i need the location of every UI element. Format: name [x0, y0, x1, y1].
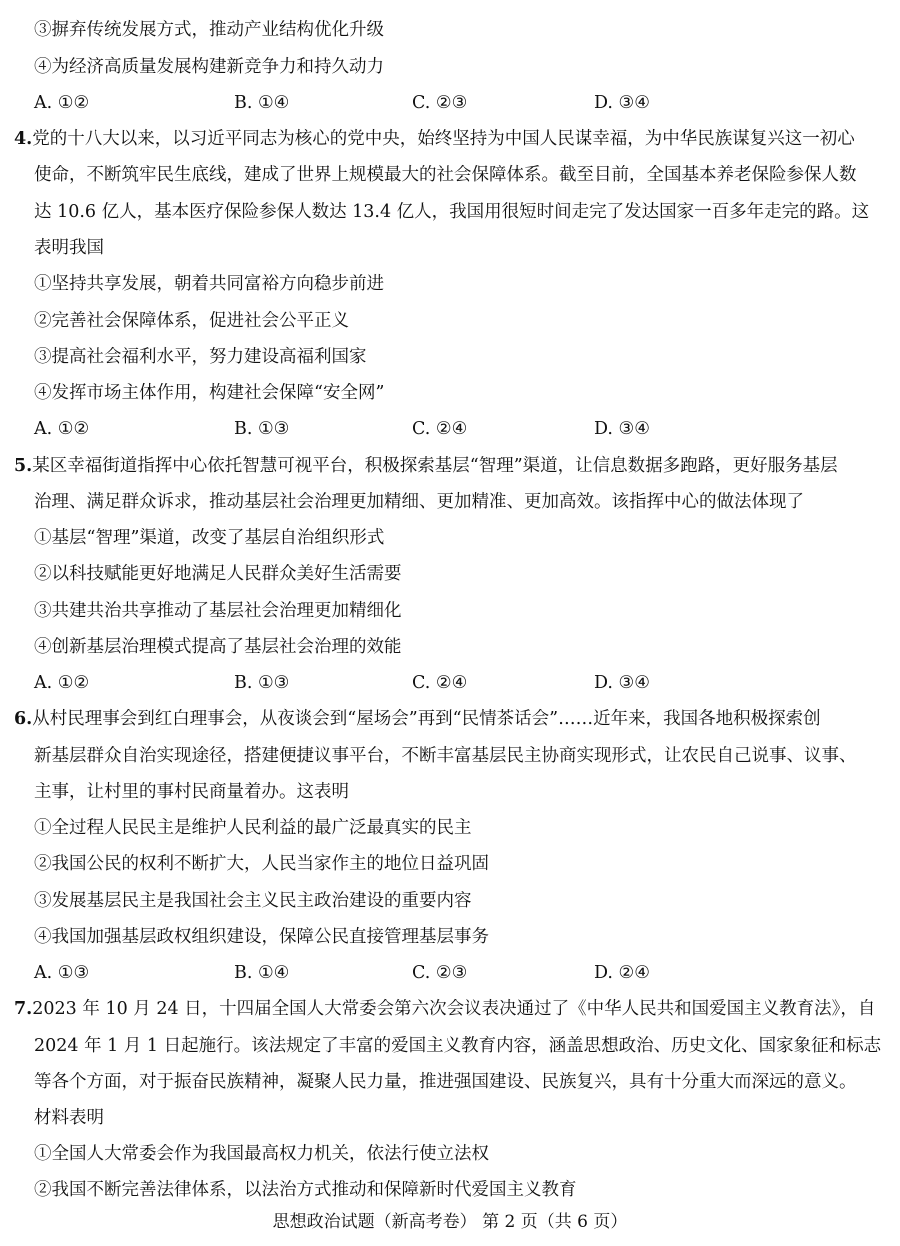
- option-item: ④创新基层治理模式提高了基层社会治理的效能: [34, 637, 402, 657]
- option-item: ①基层“智理”渠道，改变了基层自治组织形式: [34, 528, 385, 548]
- choice-d: D. ②④: [594, 963, 650, 983]
- question-number: 4.: [14, 129, 33, 149]
- choice-b: B. ①④: [234, 93, 290, 113]
- choice-b: B. ①④: [234, 963, 290, 983]
- question-4-stem-line: 达 10.6 亿人，基本医疗保险参保人数达 13.4 亿人，我国用很短时间走完了发达国家一百多年走完的路。这: [34, 202, 870, 222]
- question-6-stem-line: 6.从村民理事会到红白理事会，从夜谈会到“屋场会”再到“民情茶话会”……近年来，我国各地积极探索创: [14, 709, 821, 729]
- choice-a: A. ①②: [34, 419, 90, 439]
- question-7-stem-line: 7.2023 年 10 月 24 日，十四届全国人大常委会第六次会议表决通过了《中华人民共和国爱国主义教育法》，自: [14, 999, 876, 1019]
- page-footer: 思想政治试题（新高考卷） 第 2 页（共 6 页）: [272, 1212, 628, 1232]
- option-item: ②我国不断完善法律体系，以法治方式推动和保障新时代爱国主义教育: [34, 1180, 577, 1200]
- option-item: ④我国加强基层政权组织建设，保障公民直接管理基层事务: [34, 927, 489, 947]
- choice-d: D. ③④: [594, 93, 650, 113]
- option-item: ③提高社会福利水平，努力建设高福利国家: [34, 347, 367, 367]
- choice-c: C. ②③: [412, 963, 468, 983]
- question-number: 5.: [14, 456, 33, 476]
- question-7-stem-line: 材料表明: [34, 1108, 104, 1128]
- question-7-stem-line: 2024 年 1 月 1 日起施行。该法规定了丰富的爱国主义教育内容，涵盖思想政治、历史文化、国家象征和标志: [34, 1036, 882, 1056]
- choice-a: A. ①②: [34, 93, 90, 113]
- option-item: ③发展基层民主是我国社会主义民主政治建设的重要内容: [34, 891, 472, 911]
- choice-d: D. ③④: [594, 419, 650, 439]
- choice-b: B. ①③: [234, 673, 290, 693]
- question-4-stem-line: 表明我国: [34, 238, 104, 258]
- option-item: ②我国公民的权利不断扩大，人民当家作主的地位日益巩固: [34, 854, 489, 874]
- option-item: ④为经济高质量发展构建新竞争力和持久动力: [34, 57, 384, 77]
- option-item: ③摒弃传统发展方式，推动产业结构优化升级: [34, 20, 384, 40]
- option-item: ②完善社会保障体系，促进社会公平正义: [34, 311, 349, 331]
- choice-a: A. ①③: [34, 963, 90, 983]
- question-6-stem-line: 新基层群众自治实现途径，搭建便捷议事平台，不断丰富基层民主协商实现形式，让农民自己说事、议事、: [34, 746, 857, 766]
- option-item: ①全国人大常委会作为我国最高权力机关，依法行使立法权: [34, 1144, 489, 1164]
- choice-b: B. ①③: [234, 419, 290, 439]
- option-item: ②以科技赋能更好地满足人民群众美好生活需要: [34, 564, 402, 584]
- option-item: ④发挥市场主体作用，构建社会保障“安全网”: [34, 383, 385, 403]
- option-item: ①坚持共享发展，朝着共同富裕方向稳步前进: [34, 274, 384, 294]
- choice-a: A. ①②: [34, 673, 90, 693]
- question-4-stem-line: 使命，不断筑牢民生底线，建成了世界上规模最大的社会保障体系。截至目前，全国基本养老保险参保人数: [34, 165, 857, 185]
- question-6-stem-line: 主事，让村里的事村民商量着办。这表明: [34, 782, 349, 802]
- question-number: 6.: [14, 709, 33, 729]
- question-5-stem-line: 治理、满足群众诉求，推动基层社会治理更加精细、更加精准、更加高效。该指挥中心的做法体现了: [34, 492, 804, 512]
- choice-d: D. ③④: [594, 673, 650, 693]
- question-7-stem-line: 等各个方面，对于振奋民族精神，凝聚人民力量，推进强国建设、民族复兴，具有十分重大而深远的意义。: [34, 1072, 857, 1092]
- option-item: ①全过程人民民主是维护人民利益的最广泛最真实的民主: [34, 818, 472, 838]
- question-4-stem-line: 4.党的十八大以来，以习近平同志为核心的党中央，始终坚持为中国人民谋幸福，为中华民族谋复兴这一初心: [14, 129, 855, 149]
- choice-c: C. ②③: [412, 93, 468, 113]
- question-5-stem-line: 5.某区幸福街道指挥中心依托智慧可视平台，积极探索基层“智理”渠道，让信息数据多跑路，更好服务基层: [14, 456, 838, 476]
- choice-c: C. ②④: [412, 419, 468, 439]
- question-number: 7.: [14, 999, 33, 1019]
- choice-c: C. ②④: [412, 673, 468, 693]
- option-item: ③共建共治共享推动了基层社会治理更加精细化: [34, 601, 402, 621]
